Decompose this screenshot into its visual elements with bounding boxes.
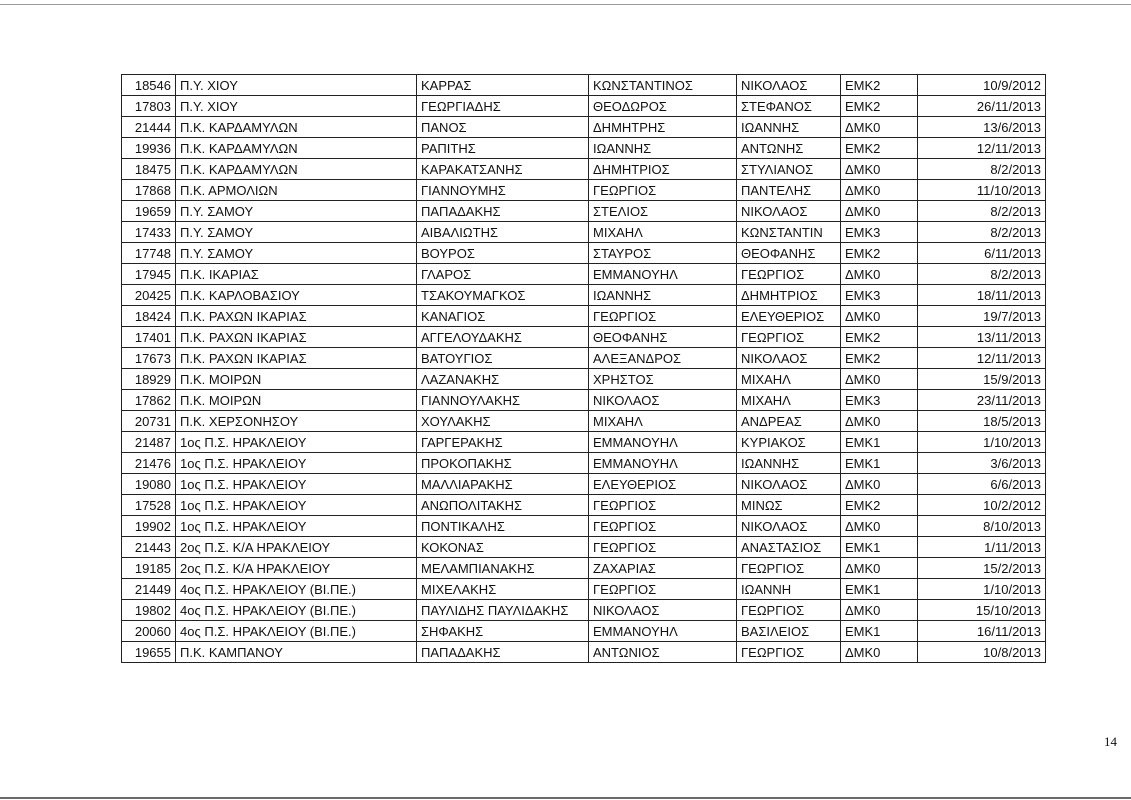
id-cell: 17868 bbox=[122, 180, 176, 201]
father-name-cell: ΑΝΔΡΕΑΣ bbox=[737, 411, 841, 432]
id-cell: 19659 bbox=[122, 201, 176, 222]
first-name-cell: ΔΗΜΗΤΡΗΣ bbox=[589, 117, 737, 138]
first-name-cell: ΕΜΜΑΝΟΥΗΛ bbox=[589, 264, 737, 285]
category-cell: ΕΜΚ1 bbox=[841, 453, 918, 474]
date-cell: 15/10/2013 bbox=[918, 600, 1046, 621]
date-cell: 12/11/2013 bbox=[918, 138, 1046, 159]
unit-cell: 1ος Π.Σ. ΗΡΑΚΛΕΙΟΥ bbox=[176, 432, 417, 453]
surname-cell: ΠΑΠΑΔΑΚΗΣ bbox=[417, 642, 589, 663]
unit-cell: Π.Κ. ΧΕΡΣΟΝΗΣΟΥ bbox=[176, 411, 417, 432]
surname-cell: ΠΑΝΟΣ bbox=[417, 117, 589, 138]
unit-cell: 2ος Π.Σ. Κ/Α ΗΡΑΚΛΕΙΟΥ bbox=[176, 558, 417, 579]
surname-cell: ΑΝΩΠΟΛΙΤΑΚΗΣ bbox=[417, 495, 589, 516]
surname-cell: ΠΡΟΚΟΠΑΚΗΣ bbox=[417, 453, 589, 474]
category-cell: ΕΜΚ3 bbox=[841, 390, 918, 411]
id-cell: 19902 bbox=[122, 516, 176, 537]
father-name-cell: ΙΩΑΝΝΗΣ bbox=[737, 117, 841, 138]
id-cell: 21449 bbox=[122, 579, 176, 600]
table-row bbox=[122, 138, 1046, 159]
category-cell: ΕΜΚ3 bbox=[841, 285, 918, 306]
father-name-cell: ΙΩΑΝΝΗ bbox=[737, 579, 841, 600]
table-row bbox=[122, 369, 1046, 390]
surname-cell: ΜΑΛΛΙΑΡΑΚΗΣ bbox=[417, 474, 589, 495]
table-row bbox=[122, 390, 1046, 411]
unit-cell: Π.Κ. ΚΑΡΔΑΜΥΛΩΝ bbox=[176, 117, 417, 138]
category-cell: ΔΜΚ0 bbox=[841, 117, 918, 138]
category-cell: ΕΜΚ2 bbox=[841, 348, 918, 369]
id-cell: 17528 bbox=[122, 495, 176, 516]
category-cell: ΕΜΚ2 bbox=[841, 75, 918, 96]
date-cell: 12/11/2013 bbox=[918, 348, 1046, 369]
first-name-cell: ΑΝΤΩΝΙΟΣ bbox=[589, 642, 737, 663]
father-name-cell: ΝΙΚΟΛΑΟΣ bbox=[737, 516, 841, 537]
father-name-cell: ΑΝΑΣΤΑΣΙΟΣ bbox=[737, 537, 841, 558]
father-name-cell: ΓΕΩΡΓΙΟΣ bbox=[737, 327, 841, 348]
id-cell: 20425 bbox=[122, 285, 176, 306]
table-row bbox=[122, 201, 1046, 222]
unit-cell: Π.Κ. ΚΑΡΔΑΜΥΛΩΝ bbox=[176, 159, 417, 180]
first-name-cell: ΣΤΕΛΙΟΣ bbox=[589, 201, 737, 222]
table-row bbox=[122, 516, 1046, 537]
surname-cell: ΡΑΠΙΤΗΣ bbox=[417, 138, 589, 159]
first-name-cell: ΚΩΝΣΤΑΝΤΙΝΟΣ bbox=[589, 75, 737, 96]
first-name-cell: ΓΕΩΡΓΙΟΣ bbox=[589, 495, 737, 516]
first-name-cell: ΔΗΜΗΤΡΙΟΣ bbox=[589, 159, 737, 180]
table-row bbox=[122, 159, 1046, 180]
table-row bbox=[122, 537, 1046, 558]
category-cell: ΔΜΚ0 bbox=[841, 264, 918, 285]
category-cell: ΔΜΚ0 bbox=[841, 642, 918, 663]
table-row bbox=[122, 642, 1046, 663]
date-cell: 15/2/2013 bbox=[918, 558, 1046, 579]
surname-cell: ΜΕΛΑΜΠΙΑΝΑΚΗΣ bbox=[417, 558, 589, 579]
date-cell: 8/2/2013 bbox=[918, 201, 1046, 222]
first-name-cell: ΘΕΟΔΩΡΟΣ bbox=[589, 96, 737, 117]
unit-cell: 1ος Π.Σ. ΗΡΑΚΛΕΙΟΥ bbox=[176, 474, 417, 495]
table-row bbox=[122, 75, 1046, 96]
id-cell: 17803 bbox=[122, 96, 176, 117]
first-name-cell: ΕΜΜΑΝΟΥΗΛ bbox=[589, 432, 737, 453]
category-cell: ΔΜΚ0 bbox=[841, 306, 918, 327]
first-name-cell: ΙΩΑΝΝΗΣ bbox=[589, 285, 737, 306]
date-cell: 1/10/2013 bbox=[918, 432, 1046, 453]
first-name-cell: ΕΜΜΑΝΟΥΗΛ bbox=[589, 621, 737, 642]
id-cell: 19080 bbox=[122, 474, 176, 495]
table-row bbox=[122, 495, 1046, 516]
date-cell: 18/5/2013 bbox=[918, 411, 1046, 432]
table-row bbox=[122, 180, 1046, 201]
date-cell: 10/9/2012 bbox=[918, 75, 1046, 96]
id-cell: 20060 bbox=[122, 621, 176, 642]
date-cell: 10/8/2013 bbox=[918, 642, 1046, 663]
date-cell: 13/11/2013 bbox=[918, 327, 1046, 348]
father-name-cell: ΣΤΥΛΙΑΝΟΣ bbox=[737, 159, 841, 180]
category-cell: ΔΜΚ0 bbox=[841, 516, 918, 537]
first-name-cell: ΝΙΚΟΛΑΟΣ bbox=[589, 600, 737, 621]
surname-cell: ΛΑΖΑΝΑΚΗΣ bbox=[417, 369, 589, 390]
table-row bbox=[122, 453, 1046, 474]
category-cell: ΔΜΚ0 bbox=[841, 369, 918, 390]
unit-cell: 1ος Π.Σ. ΗΡΑΚΛΕΙΟΥ bbox=[176, 516, 417, 537]
top-rule bbox=[0, 4, 1131, 5]
first-name-cell: ΓΕΩΡΓΙΟΣ bbox=[589, 579, 737, 600]
surname-cell: ΚΟΚΟΝΑΣ bbox=[417, 537, 589, 558]
surname-cell: ΠΑΠΑΔΑΚΗΣ bbox=[417, 201, 589, 222]
unit-cell: 1ος Π.Σ. ΗΡΑΚΛΕΙΟΥ bbox=[176, 453, 417, 474]
table-row bbox=[122, 327, 1046, 348]
table-row bbox=[122, 306, 1046, 327]
date-cell: 23/11/2013 bbox=[918, 390, 1046, 411]
unit-cell: 1ος Π.Σ. ΗΡΑΚΛΕΙΟΥ bbox=[176, 495, 417, 516]
id-cell: 19655 bbox=[122, 642, 176, 663]
id-cell: 21476 bbox=[122, 453, 176, 474]
first-name-cell: ΣΤΑΥΡΟΣ bbox=[589, 243, 737, 264]
category-cell: ΕΜΚ2 bbox=[841, 243, 918, 264]
father-name-cell: ΣΤΕΦΑΝΟΣ bbox=[737, 96, 841, 117]
unit-cell: Π.Κ. ΙΚΑΡΙΑΣ bbox=[176, 264, 417, 285]
unit-cell: Π.Κ. ΜΟΙΡΩΝ bbox=[176, 390, 417, 411]
father-name-cell: ΓΕΩΡΓΙΟΣ bbox=[737, 264, 841, 285]
surname-cell: ΚΑΡΑΚΑΤΣΑΝΗΣ bbox=[417, 159, 589, 180]
date-cell: 19/7/2013 bbox=[918, 306, 1046, 327]
category-cell: ΕΜΚ2 bbox=[841, 327, 918, 348]
category-cell: ΕΜΚ1 bbox=[841, 579, 918, 600]
category-cell: ΕΜΚ2 bbox=[841, 138, 918, 159]
surname-cell: ΧΟΥΛΑΚΗΣ bbox=[417, 411, 589, 432]
father-name-cell: ΓΕΩΡΓΙΟΣ bbox=[737, 600, 841, 621]
first-name-cell: ΜΙΧΑΗΛ bbox=[589, 222, 737, 243]
date-cell: 1/11/2013 bbox=[918, 537, 1046, 558]
father-name-cell: ΓΕΩΡΓΙΟΣ bbox=[737, 642, 841, 663]
date-cell: 1/10/2013 bbox=[918, 579, 1046, 600]
table-row bbox=[122, 600, 1046, 621]
page-number: 14 bbox=[1104, 734, 1117, 749]
table-row bbox=[122, 264, 1046, 285]
first-name-cell: ΓΕΩΡΓΙΟΣ bbox=[589, 516, 737, 537]
surname-cell: ΓΙΑΝΝΟΥΜΗΣ bbox=[417, 180, 589, 201]
surname-cell: ΠΑΥΛΙΔΗΣ ΠΑΥΛΙΔΑΚΗΣ bbox=[417, 600, 589, 621]
unit-cell: Π.Κ. ΜΟΙΡΩΝ bbox=[176, 369, 417, 390]
surname-cell: ΠΟΝΤΙΚΑΛΗΣ bbox=[417, 516, 589, 537]
first-name-cell: ΜΙΧΑΗΛ bbox=[589, 411, 737, 432]
surname-cell: ΚΑΡΡΑΣ bbox=[417, 75, 589, 96]
category-cell: ΔΜΚ0 bbox=[841, 180, 918, 201]
unit-cell: 4ος Π.Σ. ΗΡΑΚΛΕΙΟΥ (ΒΙ.ΠΕ.) bbox=[176, 579, 417, 600]
father-name-cell: ΔΗΜΗΤΡΙΟΣ bbox=[737, 285, 841, 306]
unit-cell: Π.Υ. ΧΙΟΥ bbox=[176, 75, 417, 96]
date-cell: 26/11/2013 bbox=[918, 96, 1046, 117]
unit-cell: Π.Κ. ΡΑΧΩΝ ΙΚΑΡΙΑΣ bbox=[176, 327, 417, 348]
unit-cell: 2ος Π.Σ. Κ/Α ΗΡΑΚΛΕΙΟΥ bbox=[176, 537, 417, 558]
id-cell: 17433 bbox=[122, 222, 176, 243]
id-cell: 20731 bbox=[122, 411, 176, 432]
unit-cell: Π.Κ. ΚΑΡΔΑΜΥΛΩΝ bbox=[176, 138, 417, 159]
first-name-cell: ΝΙΚΟΛΑΟΣ bbox=[589, 390, 737, 411]
surname-cell: ΣΗΦΑΚΗΣ bbox=[417, 621, 589, 642]
first-name-cell: ΑΛΕΞΑΝΔΡΟΣ bbox=[589, 348, 737, 369]
table-row bbox=[122, 621, 1046, 642]
father-name-cell: ΠΑΝΤΕΛΗΣ bbox=[737, 180, 841, 201]
father-name-cell: ΙΩΑΝΝΗΣ bbox=[737, 453, 841, 474]
unit-cell: Π.Κ. ΡΑΧΩΝ ΙΚΑΡΙΑΣ bbox=[176, 306, 417, 327]
surname-cell: ΚΑΝΑΓΙΟΣ bbox=[417, 306, 589, 327]
id-cell: 21444 bbox=[122, 117, 176, 138]
bottom-rule bbox=[0, 797, 1131, 799]
category-cell: ΕΜΚ1 bbox=[841, 537, 918, 558]
category-cell: ΔΜΚ0 bbox=[841, 411, 918, 432]
father-name-cell: ΝΙΚΟΛΑΟΣ bbox=[737, 75, 841, 96]
unit-cell: Π.Υ. ΧΙΟΥ bbox=[176, 96, 417, 117]
father-name-cell: ΝΙΚΟΛΑΟΣ bbox=[737, 348, 841, 369]
id-cell: 19802 bbox=[122, 600, 176, 621]
surname-cell: ΑΓΓΕΛΟΥΔΑΚΗΣ bbox=[417, 327, 589, 348]
surname-cell: ΜΙΧΕΛΑΚΗΣ bbox=[417, 579, 589, 600]
id-cell: 17862 bbox=[122, 390, 176, 411]
table-row bbox=[122, 474, 1046, 495]
surname-cell: ΑΙΒΑΛΙΩΤΗΣ bbox=[417, 222, 589, 243]
date-cell: 6/6/2013 bbox=[918, 474, 1046, 495]
father-name-cell: ΘΕΟΦΑΝΗΣ bbox=[737, 243, 841, 264]
father-name-cell: ΒΑΣΙΛΕΙΟΣ bbox=[737, 621, 841, 642]
id-cell: 18546 bbox=[122, 75, 176, 96]
first-name-cell: ΧΡΗΣΤΟΣ bbox=[589, 369, 737, 390]
father-name-cell: ΝΙΚΟΛΑΟΣ bbox=[737, 201, 841, 222]
category-cell: ΕΜΚ3 bbox=[841, 222, 918, 243]
date-cell: 13/6/2013 bbox=[918, 117, 1046, 138]
date-cell: 8/2/2013 bbox=[918, 159, 1046, 180]
category-cell: ΕΜΚ1 bbox=[841, 621, 918, 642]
date-cell: 3/6/2013 bbox=[918, 453, 1046, 474]
table-row bbox=[122, 432, 1046, 453]
date-cell: 8/10/2013 bbox=[918, 516, 1046, 537]
unit-cell: Π.Υ. ΣΑΜΟΥ bbox=[176, 222, 417, 243]
id-cell: 18475 bbox=[122, 159, 176, 180]
table-row bbox=[122, 222, 1046, 243]
category-cell: ΔΜΚ0 bbox=[841, 201, 918, 222]
date-cell: 18/11/2013 bbox=[918, 285, 1046, 306]
table-row bbox=[122, 285, 1046, 306]
surname-cell: ΤΣΑΚΟΥΜΑΓΚΟΣ bbox=[417, 285, 589, 306]
date-cell: 10/2/2012 bbox=[918, 495, 1046, 516]
unit-cell: Π.Υ. ΣΑΜΟΥ bbox=[176, 243, 417, 264]
id-cell: 21487 bbox=[122, 432, 176, 453]
table-row bbox=[122, 558, 1046, 579]
table-row bbox=[122, 96, 1046, 117]
table-body bbox=[122, 75, 1046, 663]
father-name-cell: ΜΙΧΑΗΛ bbox=[737, 369, 841, 390]
table-row bbox=[122, 348, 1046, 369]
id-cell: 19936 bbox=[122, 138, 176, 159]
first-name-cell: ΕΜΜΑΝΟΥΗΛ bbox=[589, 453, 737, 474]
first-name-cell: ΖΑΧΑΡΙΑΣ bbox=[589, 558, 737, 579]
first-name-cell: ΙΩΑΝΝΗΣ bbox=[589, 138, 737, 159]
personnel-table bbox=[121, 74, 1046, 663]
table-row bbox=[122, 411, 1046, 432]
surname-cell: ΒΑΤΟΥΓΙΟΣ bbox=[417, 348, 589, 369]
category-cell: ΔΜΚ0 bbox=[841, 159, 918, 180]
first-name-cell: ΘΕΟΦΑΝΗΣ bbox=[589, 327, 737, 348]
id-cell: 17748 bbox=[122, 243, 176, 264]
id-cell: 21443 bbox=[122, 537, 176, 558]
unit-cell: 4ος Π.Σ. ΗΡΑΚΛΕΙΟΥ (ΒΙ.ΠΕ.) bbox=[176, 621, 417, 642]
surname-cell: ΓΛΑΡΟΣ bbox=[417, 264, 589, 285]
father-name-cell: ΕΛΕΥΘΕΡΙΟΣ bbox=[737, 306, 841, 327]
unit-cell: 4ος Π.Σ. ΗΡΑΚΛΕΙΟΥ (ΒΙ.ΠΕ.) bbox=[176, 600, 417, 621]
table-row bbox=[122, 117, 1046, 138]
surname-cell: ΒΟΥΡΟΣ bbox=[417, 243, 589, 264]
category-cell: ΔΜΚ0 bbox=[841, 600, 918, 621]
category-cell: ΕΜΚ2 bbox=[841, 96, 918, 117]
unit-cell: Π.Κ. ΑΡΜΟΛΙΩΝ bbox=[176, 180, 417, 201]
surname-cell: ΓΙΑΝΝΟΥΛΑΚΗΣ bbox=[417, 390, 589, 411]
id-cell: 17945 bbox=[122, 264, 176, 285]
date-cell: 15/9/2013 bbox=[918, 369, 1046, 390]
id-cell: 18929 bbox=[122, 369, 176, 390]
first-name-cell: ΓΕΩΡΓΙΟΣ bbox=[589, 537, 737, 558]
father-name-cell: ΚΩΝΣΤΑΝΤΙΝ bbox=[737, 222, 841, 243]
father-name-cell: ΚΥΡΙΑΚΟΣ bbox=[737, 432, 841, 453]
category-cell: ΕΜΚ1 bbox=[841, 432, 918, 453]
unit-cell: Π.Κ. ΚΑΡΛΟΒΑΣΙΟΥ bbox=[176, 285, 417, 306]
id-cell: 17401 bbox=[122, 327, 176, 348]
id-cell: 17673 bbox=[122, 348, 176, 369]
unit-cell: Π.Υ. ΣΑΜΟΥ bbox=[176, 201, 417, 222]
first-name-cell: ΓΕΩΡΓΙΟΣ bbox=[589, 306, 737, 327]
father-name-cell: ΜΙΧΑΗΛ bbox=[737, 390, 841, 411]
surname-cell: ΓΑΡΓΕΡΑΚΗΣ bbox=[417, 432, 589, 453]
id-cell: 18424 bbox=[122, 306, 176, 327]
category-cell: ΔΜΚ0 bbox=[841, 474, 918, 495]
date-cell: 6/11/2013 bbox=[918, 243, 1046, 264]
father-name-cell: ΑΝΤΩΝΗΣ bbox=[737, 138, 841, 159]
unit-cell: Π.Κ. ΡΑΧΩΝ ΙΚΑΡΙΑΣ bbox=[176, 348, 417, 369]
category-cell: ΔΜΚ0 bbox=[841, 558, 918, 579]
surname-cell: ΓΕΩΡΓΙΑΔΗΣ bbox=[417, 96, 589, 117]
father-name-cell: ΝΙΚΟΛΑΟΣ bbox=[737, 474, 841, 495]
unit-cell: Π.Κ. ΚΑΜΠΑΝΟΥ bbox=[176, 642, 417, 663]
category-cell: ΕΜΚ2 bbox=[841, 495, 918, 516]
father-name-cell: ΓΕΩΡΓΙΟΣ bbox=[737, 558, 841, 579]
table-row bbox=[122, 579, 1046, 600]
date-cell: 16/11/2013 bbox=[918, 621, 1046, 642]
first-name-cell: ΕΛΕΥΘΕΡΙΟΣ bbox=[589, 474, 737, 495]
id-cell: 19185 bbox=[122, 558, 176, 579]
date-cell: 8/2/2013 bbox=[918, 222, 1046, 243]
table-row bbox=[122, 243, 1046, 264]
date-cell: 8/2/2013 bbox=[918, 264, 1046, 285]
father-name-cell: ΜΙΝΩΣ bbox=[737, 495, 841, 516]
date-cell: 11/10/2013 bbox=[918, 180, 1046, 201]
first-name-cell: ΓΕΩΡΓΙΟΣ bbox=[589, 180, 737, 201]
